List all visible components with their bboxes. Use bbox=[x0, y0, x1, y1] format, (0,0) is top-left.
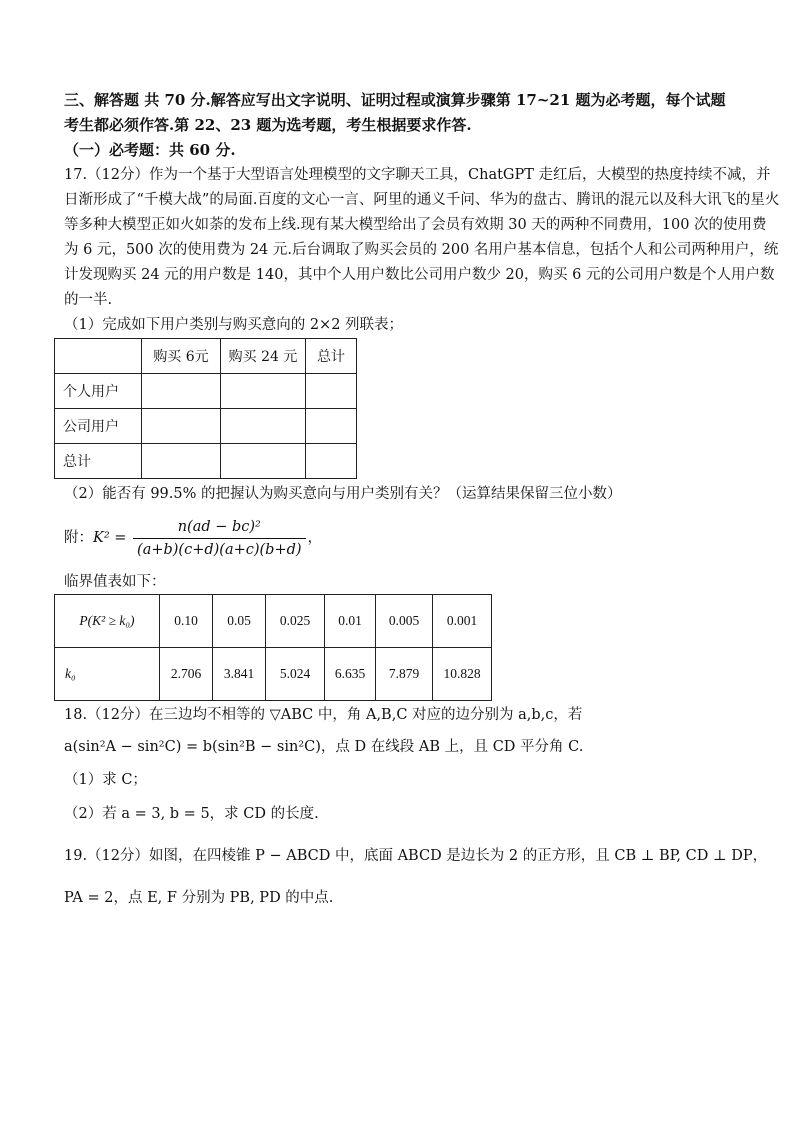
q19-line-2: PA = 2，点 E, F 分别为 PB, PD 的中点. bbox=[64, 890, 334, 906]
table-row bbox=[55, 444, 357, 479]
q17-line: 为 6 元，500 次的使用费为 24 元.后台调取了购买会员的 200 名用户基本信息，包括个人和公司两种用户，统 bbox=[64, 242, 779, 258]
row-label-cell: 公司用户 bbox=[55, 409, 142, 444]
row-label-cell: P(K² ≥ k₀) bbox=[55, 595, 160, 648]
k-value-cell: 2.706 bbox=[160, 648, 213, 701]
q18-part-2: （2）若 a = 3, b = 5，求 CD 的长度. bbox=[64, 806, 319, 822]
formula-equals: = bbox=[114, 530, 127, 546]
p-value-cell: 0.025 bbox=[266, 595, 325, 648]
formula-lhs: K² bbox=[93, 530, 110, 546]
table-row bbox=[55, 339, 357, 374]
p-value-cell: 0.10 bbox=[160, 595, 213, 648]
empty-answer-cell bbox=[221, 409, 306, 444]
k-value-cell: 6.635 bbox=[325, 648, 376, 701]
k-value-cell: 3.841 bbox=[213, 648, 266, 701]
p-value-cell: 0.001 bbox=[433, 595, 492, 648]
table-row bbox=[55, 374, 357, 409]
q17-part-2: （2）能否有 99.5% 的把握认为购买意向与用户类别有关？（运算结果保留三位小数） bbox=[64, 486, 622, 502]
q17-line: 计发现购买 24 元的用户数是 140，其中个人用户数比公司用户数少 20，购买 6 元的公司用户数是个人用户数 bbox=[64, 267, 775, 283]
q18-line-1: 18.（12分）在三边均不相等的 ▽ABC 中，角 A,B,C 对应的边分别为 a,b,c，若 bbox=[64, 707, 583, 723]
row-label-cell: 个人用户 bbox=[55, 374, 142, 409]
formula-fraction bbox=[133, 518, 306, 559]
required-sub-heading: （一）必考题：共 60 分. bbox=[64, 141, 236, 159]
formula-numerator: n(ad − bc)² bbox=[133, 518, 306, 539]
k-value-cell: 10.828 bbox=[433, 648, 492, 701]
section-heading-line-1: 三、解答题 共 70 分.解答应写出文字说明、证明过程或演算步骤第 17~21 题为必考题，每个试题 bbox=[64, 91, 726, 109]
q17-line: 17.（12分）作为一个基于大型语言处理模型的文字聊天工具，ChatGPT 走红后，大模型的热度持续不减，并 bbox=[64, 167, 771, 183]
formula-prefix: 附： bbox=[64, 530, 93, 546]
critical-value-table bbox=[54, 594, 492, 701]
k-squared-formula bbox=[64, 515, 734, 561]
p-value-cell: 0.05 bbox=[213, 595, 266, 648]
p-value-cell: 0.01 bbox=[325, 595, 376, 648]
empty-answer-cell bbox=[142, 374, 221, 409]
table-header-cell bbox=[55, 339, 142, 374]
table-header-cell: 购买 24 元 bbox=[221, 339, 306, 374]
empty-answer-cell bbox=[142, 444, 221, 479]
empty-answer-cell bbox=[306, 409, 357, 444]
empty-answer-cell bbox=[221, 444, 306, 479]
table-header-cell: 总计 bbox=[306, 339, 357, 374]
q17-line: 等多种大模型正如火如荼的发布上线.现有某大模型给出了会员有效期 30 天的两种不同费用，100 次的使用费 bbox=[64, 217, 767, 233]
k-value-cell: 7.879 bbox=[376, 648, 433, 701]
table-header-cell: 购买 6元 bbox=[142, 339, 221, 374]
empty-answer-cell bbox=[306, 374, 357, 409]
p-value-cell: 0.005 bbox=[376, 595, 433, 648]
table-row bbox=[55, 595, 492, 648]
table-row bbox=[55, 648, 492, 701]
q19-line-1: 19.（12分）如图，在四棱锥 P − ABCD 中，底面 ABCD 是边长为 2 的正方形，且 CB ⊥ BP, CD ⊥ DP， bbox=[64, 848, 768, 864]
empty-answer-cell bbox=[221, 374, 306, 409]
row-label-cell: 总计 bbox=[55, 444, 142, 479]
empty-answer-cell bbox=[142, 409, 221, 444]
contingency-table bbox=[54, 338, 357, 479]
section-heading-line-2: 考生都必须作答.第 22、23 题为选考题，考生根据要求作答. bbox=[64, 116, 472, 134]
row-label-cell: k₀ bbox=[55, 648, 160, 701]
q17-line: 日渐形成了“千模大战”的局面.百度的文心一言、阿里的通义千问、华为的盘古、腾讯的混元以及科大讯飞的星火 bbox=[64, 192, 780, 208]
formula-denominator: (a+b)(c+d)(a+c)(b+d) bbox=[137, 541, 302, 558]
q17-part-1: （1）完成如下用户类别与购买意向的 2×2 列联表； bbox=[64, 317, 404, 333]
table-row bbox=[55, 409, 357, 444]
empty-answer-cell bbox=[306, 444, 357, 479]
k-value-cell: 5.024 bbox=[266, 648, 325, 701]
critical-value-label: 临界值表如下： bbox=[64, 574, 166, 590]
formula-suffix: ， bbox=[307, 530, 323, 546]
q18-part-1: （1）求 C； bbox=[64, 772, 147, 788]
q17-line: 的一半. bbox=[64, 292, 113, 308]
q18-line-2: a(sin²A − sin²C) = b(sin²B − sin²C)，点 D 在线段 AB 上，且 CD 平分角 C. bbox=[64, 739, 584, 755]
